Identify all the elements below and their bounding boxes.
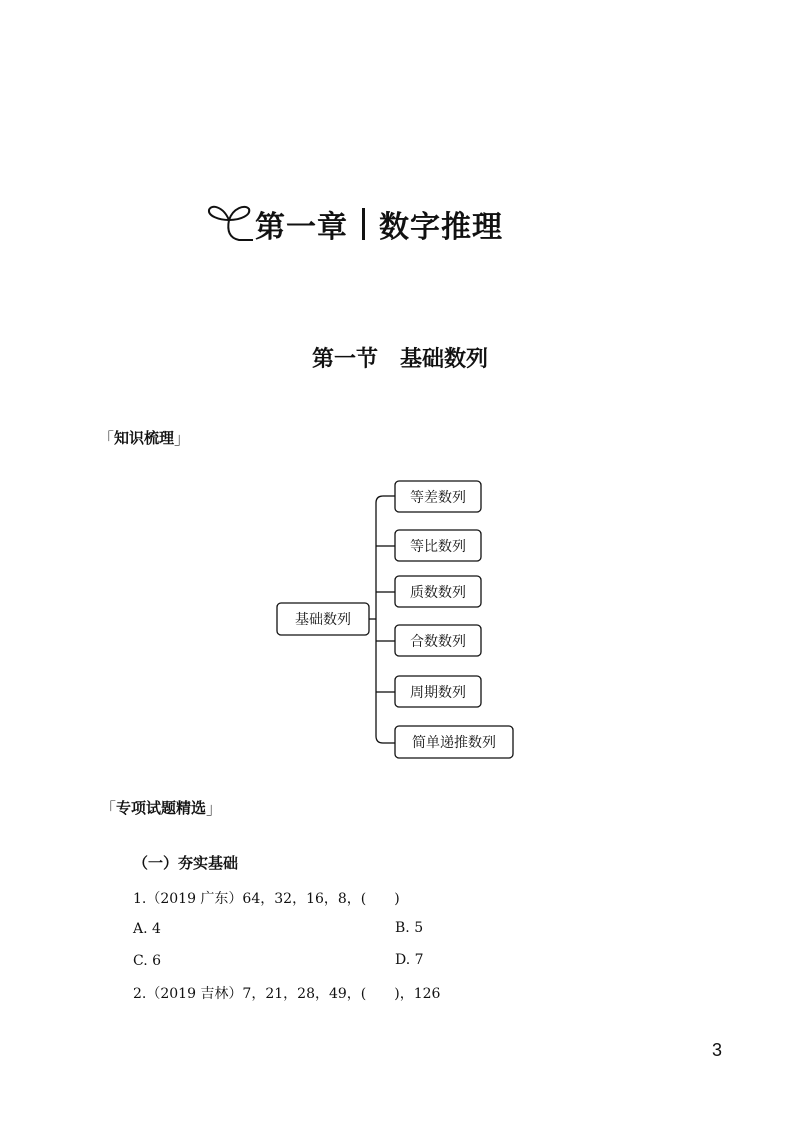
mindmap-branch-label: 周期数列 — [410, 685, 466, 701]
bracket-open: 「 — [100, 799, 117, 818]
question-1-stem: 1.（2019 广东）64，32，16，8，( ) — [133, 891, 400, 907]
question-1-option-c: C. 6 — [133, 953, 162, 969]
section-name: 基础数列 — [400, 347, 489, 372]
mindmap-branch-label: 合数数列 — [410, 634, 466, 650]
mindmap-branch-label: 等差数列 — [410, 490, 466, 506]
question-1-option-a: A. 4 — [133, 921, 161, 937]
mindmap-root-label: 基础数列 — [295, 612, 351, 628]
subheading: （一）夯实基础 — [133, 854, 239, 872]
question-1-option-d: D. 7 — [395, 952, 424, 968]
mindmap-branch-label: 质数数列 — [410, 585, 466, 601]
mindmap-branch-label: 简单递推数列 — [412, 735, 496, 751]
question-2-stem: 2.（2019 吉林）7，21，28，49，( )，126 — [133, 986, 441, 1002]
mindmap-branch-label: 等比数列 — [410, 539, 466, 555]
page-number: 3 — [711, 1040, 722, 1060]
bracket-close: 」 — [174, 429, 191, 448]
bracket-close: 」 — [206, 799, 223, 818]
chapter-number: 第一章 — [255, 210, 348, 245]
section-number: 第一节 — [311, 347, 378, 372]
practice-heading — [100, 796, 222, 819]
practice-heading-text: 专项试题精选 — [116, 799, 207, 817]
bracket-open: 「 — [98, 429, 115, 448]
chapter-name: 数字推理 — [379, 210, 503, 245]
question-1-option-b: B. 5 — [395, 920, 424, 936]
knowledge-heading-text: 知识梳理 — [114, 429, 175, 447]
